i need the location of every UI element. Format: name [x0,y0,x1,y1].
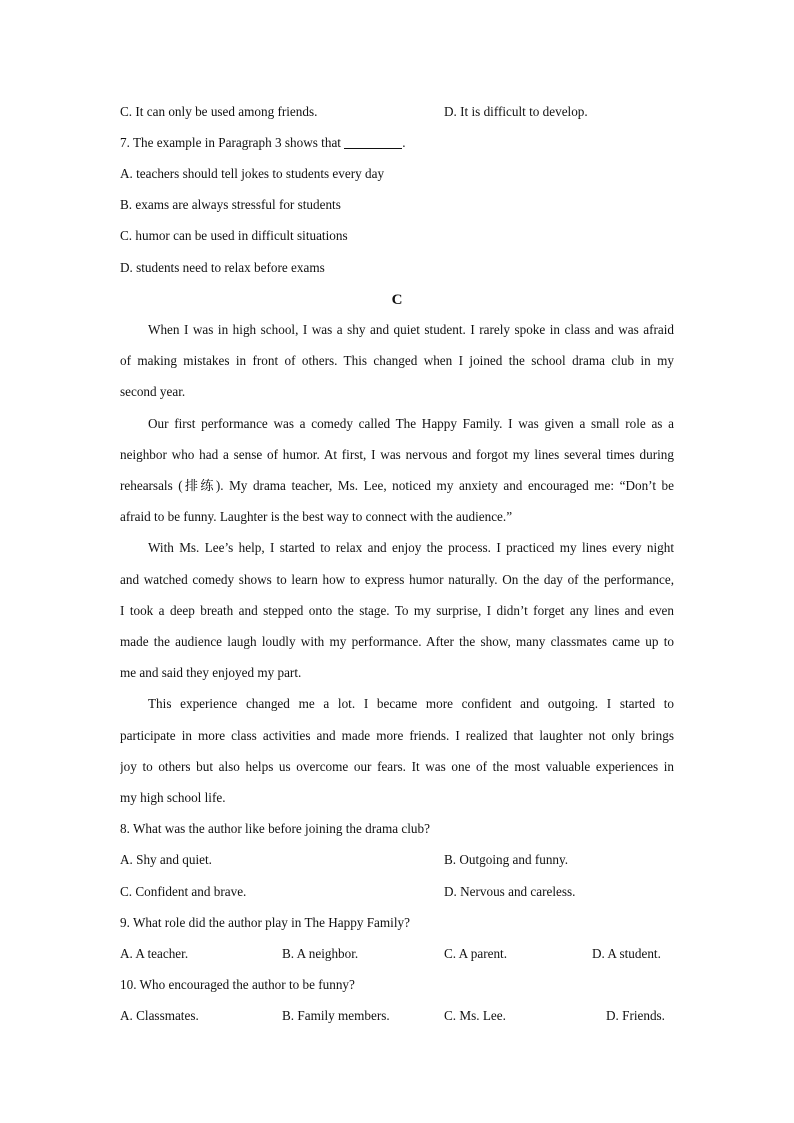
q7-option-b: B. exams are always stressful for students [120,197,341,212]
q8-stem: 8. What was the author like before joining the drama club? [120,821,430,836]
q9-option-a: A. A teacher. [120,946,189,961]
passage-line: made the audience laugh loudly with my performance. After the show, many classmates came up to [120,634,674,649]
q7-option-d: D. students need to relax before exams [120,260,325,275]
q10-option-a: A. Classmates. [120,1008,199,1023]
passage-line: afraid to be funny. Laughter is the best way to connect with the audience.” [120,509,513,524]
passage-line: neighbor who had a sense of humor. At first, I was nervous and forgot my lines several times during [120,447,674,462]
passage-line: of making mistakes in front of others. This changed when I joined the school drama club in my [120,353,674,368]
q7-option-a: A. teachers should tell jokes to students every day [120,166,385,181]
passage-line: When I was in high school, I was a shy and quiet student. I rarely spoke in class and was afraid [148,322,674,337]
q9-option-b: B. A neighbor. [282,946,359,961]
passage-line: Our first performance was a comedy called The Happy Family. I was given a small role as a [148,416,674,431]
passage-line: participate in more class activities and made more friends. I realized that laughter not only brings [120,728,674,743]
q8-option-d: D. Nervous and careless. [444,884,576,899]
q8-option-c: C. Confident and brave. [120,884,247,899]
passage-line: my high school life. [120,790,226,805]
passage-line: This experience changed me a lot. I became more confident and outgoing. I started to [148,696,674,711]
q8-option-b: B. Outgoing and funny. [444,852,569,867]
passage-line: joy to others but also helps us overcome our fears. It was one of the most valuable experiences in [120,759,674,774]
q8-option-a: A. Shy and quiet. [120,852,212,867]
q10-option-b: B. Family members. [282,1008,390,1023]
q9-stem: 9. What role did the author play in The Happy Family? [120,915,410,930]
q9-option-d: D. A student. [592,946,661,961]
q10-option-c: C. Ms. Lee. [444,1008,506,1023]
passage-line: and watched comedy shows to learn how to express humor naturally. On the day of the performance, [120,572,674,587]
q10-stem: 10. Who encouraged the author to be funny? [120,977,355,992]
passage-line: second year. [120,384,186,399]
q7-option-c: C. humor can be used in difficult situations [120,228,348,243]
passage-line: me and said they enjoyed my part. [120,665,302,680]
q7-stem [120,135,406,151]
passage-line: rehearsals (排练). My drama teacher, Ms. Lee, noticed my anxiety and encouraged me: “Don’t be [120,478,674,493]
q9-option-c: C. A parent. [444,946,507,961]
q10-option-d: D. Friends. [606,1008,665,1023]
q6-option-d: D. It is difficult to develop. [444,104,588,119]
answer-blank [344,136,402,149]
passage-line: With Ms. Lee’s help, I started to relax and enjoy the process. I practiced my lines every night [148,540,674,555]
q7-stem-end: . [402,135,406,150]
q7-stem-text: 7. The example in Paragraph 3 shows that [120,135,341,150]
q6-option-c: C. It can only be used among friends. [120,104,318,119]
section-title: C [391,292,403,308]
passage-line: I took a deep breath and stepped onto the stage. To my surprise, I didn’t forget any lines and even [120,603,674,618]
